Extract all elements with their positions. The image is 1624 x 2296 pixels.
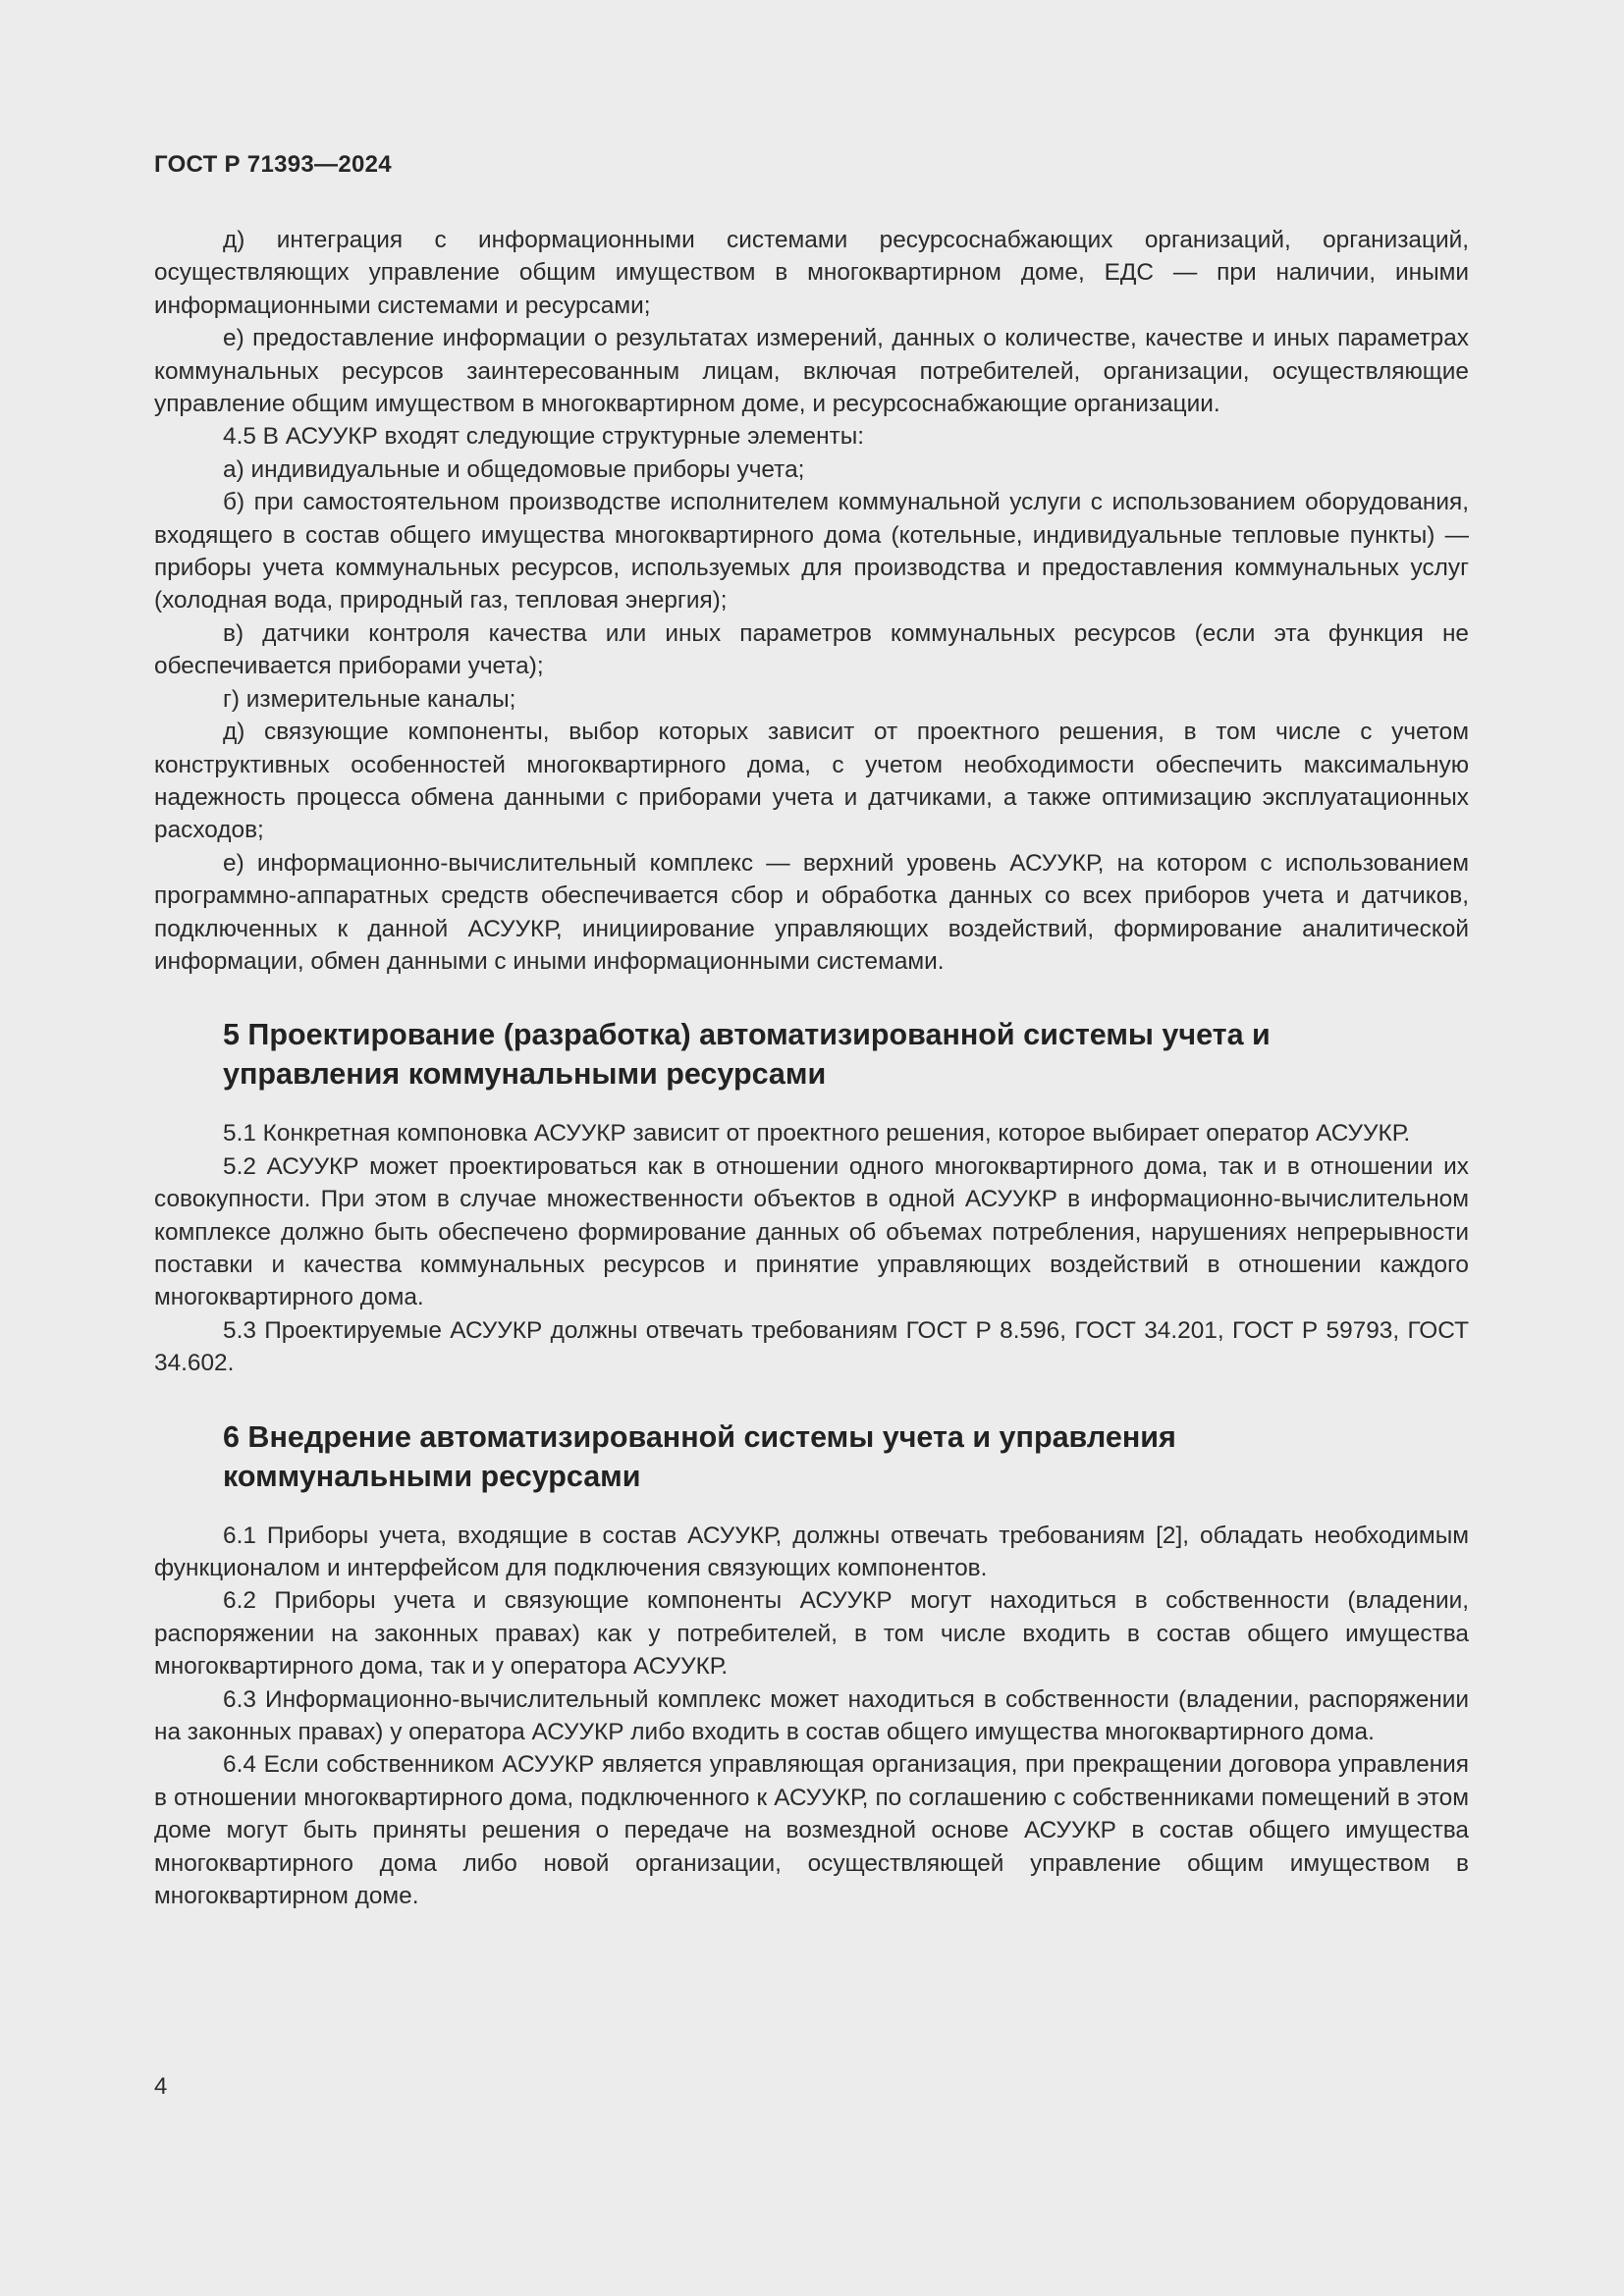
- paragraph-5-2: 5.2 АСУУКР может проектироваться как в отношении одного многоквартирного дома, так и в отношении их совокупности. При этом в случае множественности объектов в одной АСУУКР в информационно-вычислительном комплексе должно быть обеспечено формирование данных об объемах потребления, нарушениях непрерывности поставки и качества коммунальных ресурсов и принятие управляющих воздействий в отношении каждого многоквартирного дома.: [154, 1152, 1469, 1311]
- paragraph-5-3: 5.3 Проектируемые АСУУКР должны отвечать требованиям ГОСТ Р 8.596, ГОСТ 34.201, ГОСТ Р 59793, ГОСТ 34.602.: [154, 1316, 1469, 1377]
- paragraph-4-5-d: д) связующие компоненты, выбор которых зависит от проектного решения, в том числе с учетом конструктивных особенностей многоквартирного дома, с учетом необходимости обеспечить максимальную надежность процесса обмена данными с приборами учета и датчиками, а также оптимизацию эксплуатационных расходов;: [154, 719, 1469, 844]
- paragraph-5-1: 5.1 Конкретная компоновка АСУУКР зависит от проектного решения, которое выбирает оператор АСУУКР.: [223, 1120, 1411, 1148]
- paragraph-4-5-b: б) при самостоятельном производстве исполнителем коммунальной услуги с использованием оборудования, входящего в состав общего имущества многоквартирного дома (котельные, индивидуальные тепловые пункты) — приборы учета коммунальных ресурсов, используемых для производства и предоставления коммунальных услуг (холодная вода, природный газ, тепловая энергия);: [154, 489, 1469, 614]
- paragraph-4-5-e: е) информационно-вычислительный комплекс — верхний уровень АСУУКР, на котором с использованием программно-аппаратных средств обеспечивается сбор и обработка данных со всех приборов учета и датчиков, подключенных к данной АСУУКР, инициирование управляющих воздействий, формирование аналитической информации, обмен данными с иными информационными системами.: [154, 849, 1469, 975]
- paragraph-6-4: 6.4 Если собственником АСУУКР является управляющая организация, при прекращении договора управления в отношении многоквартирного дома, подключенного к АСУУКР, по соглашению с собственниками помещений в этом доме могут быть приняты решения о передаче на возмездной основе АСУУКР в состав общего имущества многоквартирного дома либо новой организации, осуществляющей управление общим имуществом в многоквартирном доме.: [154, 1751, 1469, 1910]
- paragraph-4-5-g: г) измерительные каналы;: [223, 685, 516, 713]
- document-body: [154, 224, 1469, 1912]
- section-heading-6: 6 Внедрение автоматизированной системы учета и управления коммунальными ресурсами: [223, 1419, 1176, 1493]
- paragraph-4-5: 4.5 В АСУУКР входят следующие структурные элементы:: [223, 423, 865, 451]
- section-heading-5: 5 Проектирование (разработка) автоматизированной системы учета и управления коммунальными ресурсами: [223, 1018, 1271, 1092]
- paragraph-6-1: 6.1 Приборы учета, входящие в состав АСУУКР, должны отвечать требованиям [2], обладать необходимым функционалом и интерфейсом для подключения связующих компонентов.: [154, 1522, 1469, 1581]
- document-header-standard-id: ГОСТ Р 71393—2024: [154, 151, 392, 178]
- paragraph-4-5-a: а) индивидуальные и общедомовые приборы учета;: [223, 455, 805, 483]
- paragraph-4-4-d: д) интеграция с информационными системами ресурсоснабжающих организаций, организаций, осуществляющих управление общим имуществом в многоквартирном доме, ЕДС — при наличии, иными информационными системами и ресурсами;: [154, 227, 1469, 319]
- paragraph-6-2: 6.2 Приборы учета и связующие компоненты АСУУКР могут находиться в собственности (владении, распоряжении на законных правах) как у потребителей, в том числе входить в состав общего имущества многоквартирного дома, так и у оператора АСУУКР.: [154, 1587, 1469, 1681]
- paragraph-4-4-e: е) предоставление информации о результатах измерений, данных о количестве, качестве и иных параметрах коммунальных ресурсов заинтересованным лицам, включая потребителей, организации, осуществляющие управление общим имуществом в многоквартирном доме, и ресурсоснабжающие организации.: [154, 325, 1469, 418]
- page-number: 4: [154, 2073, 168, 2100]
- paragraph-4-5-v: в) датчики контроля качества или иных параметров коммунальных ресурсов (если эта функция не обеспечивается приборами учета);: [154, 619, 1469, 680]
- paragraph-6-3: 6.3 Информационно-вычислительный комплекс может находиться в собственности (владении, распоряжении на законных правах) у оператора АСУУКР либо входить в состав общего имущества многоквартирного дома.: [154, 1685, 1469, 1746]
